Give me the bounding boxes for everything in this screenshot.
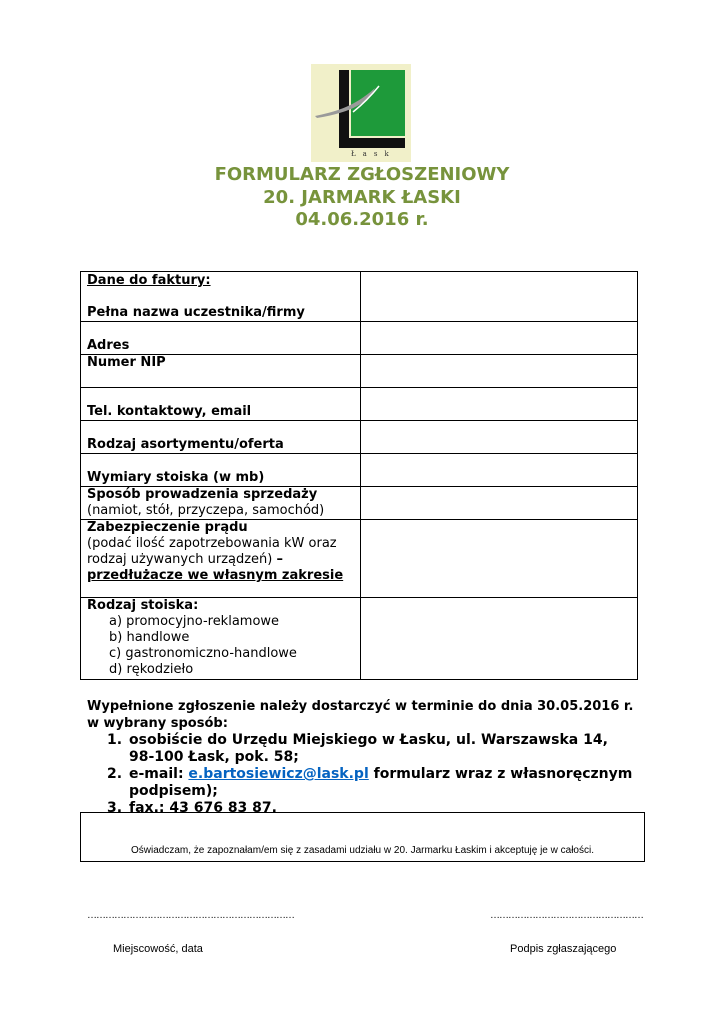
place-date-label: Miejscowość, data [113,943,203,955]
power-field[interactable] [361,520,638,598]
list-item: 1. osobiście do Urzędu Miejskiego w Łasku, ul. Warszawska 14, [107,732,608,748]
label-cell [81,520,361,598]
table-row [81,388,638,421]
list-item-continuation: podpisem); [129,783,218,799]
lask-logo [311,64,411,162]
email-link[interactable]: e.bartosiewicz@lask.pl [188,766,369,782]
power-dash: – [276,552,284,567]
label-cell [81,598,361,680]
table-row [81,520,638,598]
stand-type-field[interactable] [361,598,638,680]
assortment-field[interactable] [361,421,638,454]
table-row [81,598,638,680]
nip-field[interactable] [361,355,638,388]
logo-letter-l-base [339,138,405,148]
list-item: 3. fax.: 43 676 83 87. [107,800,277,816]
instructions-method: w wybrany sposób: [87,716,228,731]
full-name-field[interactable] [361,272,638,322]
form-title: FORMULARZ ZGŁOSZENIOWY [214,164,510,185]
full-name-label: Pełna nazwa uczestnika/firmy [87,305,305,320]
list-item-continuation: 98-100 Łask, pok. 58; [129,749,299,765]
label-cell [81,272,361,322]
table-row [81,421,638,454]
sales-method-note: (namiot, stół, przyczepa, samochód) [87,503,325,518]
list-item: b) handlowe [109,630,190,645]
sales-method-label: Sposób prowadzenia sprzedaży [87,487,318,502]
table-row [81,355,638,388]
place-date-line[interactable]: …………………………………………………………… [87,910,294,921]
stand-size-field[interactable] [361,454,638,487]
logo-text: Łask [351,150,396,158]
stand-type-list [87,614,354,678]
label-cell [81,421,361,454]
nip-label: Numer NIP [87,355,166,370]
table-row [81,322,638,355]
invoice-header: Dane do faktury: [87,273,211,288]
stand-type-label: Rodzaj stoiska: [87,598,199,613]
event-date: 04.06.2016 r. [295,209,429,230]
contact-label: Tel. kontaktowy, email [87,404,252,419]
label-cell [81,487,361,520]
label-cell [81,322,361,355]
address-field[interactable] [361,322,638,355]
declaration-text: Oświadczam, że zapoznałam/em się z zasadami udziału w 20. Jarmarku Łaskim i akceptuję je w całości. [131,845,594,856]
table-row [81,487,638,520]
address-label: Adres [87,338,130,353]
power-note-1: (podać ilość zapotrzebowania kW oraz [87,536,337,551]
submission-instructions [87,698,647,817]
assortment-label: Rodzaj asortymentu/oferta [87,437,284,452]
label-cell [81,388,361,421]
sales-method-field[interactable] [361,487,638,520]
signature-label: Podpis zgłaszającego [510,943,617,955]
feather-icon [313,82,383,122]
signature-line[interactable]: …………………………………………… [490,910,643,921]
declaration-box [80,812,645,862]
list-item: d) rękodzieło [109,662,194,677]
power-note-2: rodzaj używanych urządzeń) [87,552,273,567]
list-item: a) promocyjno-reklamowe [109,614,280,629]
table-row [81,454,638,487]
power-label: Zabezpieczenie prądu [87,520,248,535]
methods-list [87,732,647,817]
event-name: 20. JARMARK ŁASKI [263,187,461,208]
power-extension-note: przedłużacze we własnym zakresie [87,568,344,583]
label-cell [81,454,361,487]
instructions-deadline: Wypełnione zgłoszenie należy dostarczyć w terminie do dnia 30.05.2016 r. [87,699,634,714]
stand-size-label: Wymiary stoiska (w mb) [87,470,265,485]
list-item: c) gastronomiczno-handlowe [109,646,297,661]
registration-table [80,271,638,680]
table-row [81,272,638,322]
contact-field[interactable] [361,388,638,421]
list-item: 2. e-mail: e.bartosiewicz@lask.pl formularz wraz z własnoręcznym [107,766,633,782]
label-cell [81,355,361,388]
